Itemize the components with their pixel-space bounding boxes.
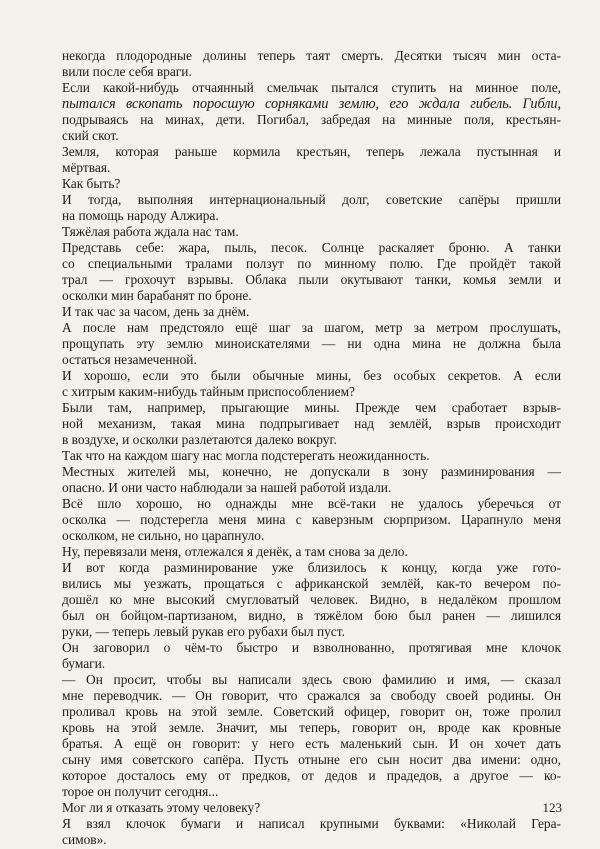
text-line: сыну имя советского сапёра. Пусть отныне его сын носит два имени: одно,	[62, 752, 561, 767]
text-line: вились мы уезжать, прощаться с африканской землёй, как-то вечером по-	[62, 576, 561, 591]
text-line: Если какой-нибудь отчаянный смельчак пытался ступить на минное поле,	[62, 80, 561, 95]
text-line: Земля, которая раньше кормила крестьян, теперь лежала пустынная и	[62, 144, 561, 159]
text-line: Тяжёлая работа ждала нас там.	[62, 224, 239, 239]
text-line: подрываясь на минах, дети. Погибал, забредая на минные поля, крестьян-	[62, 112, 561, 127]
text-line: остаться незамеченной.	[62, 352, 197, 367]
page-text	[62, 48, 561, 848]
text-line: пытался вскопать поросшую сорняками землю, его ждала гибель. Гибли,	[62, 96, 561, 112]
text-line: И так час за часом, день за днём.	[62, 304, 250, 319]
text-line: трал — грохочут взрывы. Облака пыли окутывают танки, комья земли и	[62, 272, 561, 287]
text-line: ной механизм, такая мина подпрыгивает над землёй, взрыв происходит	[62, 416, 561, 431]
text-line: вили после себя враги.	[62, 64, 192, 79]
text-line: торое он получит сегодня...	[62, 784, 219, 799]
text-line: дошёл ко мне высокий смугловатый человек. Видно, в недалёком прошлом	[62, 592, 561, 607]
text-line: кровь на этой земле. Значит, мы теперь, говорит он, вроде как кровные	[62, 720, 561, 735]
text-line: прощупать эту землю миноискателями — ни одна мина не должна была	[62, 336, 561, 351]
text-line: был он бойцом-партизаном, видно, в тяжёлом бою был ранен — лишился	[62, 608, 561, 623]
text-line: Так что на каждом шагу нас могла подстерегать неожиданность.	[62, 448, 430, 463]
text-line: Ну, перевязали меня, отлежался я денёк, а там снова за дело.	[62, 544, 408, 559]
text-line: Всё шло хорошо, но однажды мне всё-таки не удалось уберечься от	[62, 496, 561, 511]
text-line: симов».	[62, 832, 107, 847]
text-line: опасно. И они часто наблюдали за нашей работой издали.	[62, 480, 392, 495]
text-line: некогда плодородные долины теперь таят смерть. Десятки тысяч мин оста-	[62, 48, 561, 63]
text-line: Я взял клочок бумаги и написал крупными буквами: «Николай Гера-	[62, 816, 561, 831]
page-number: 123	[542, 800, 562, 815]
text-line: мёртвая.	[62, 160, 111, 175]
text-line: Были там, например, прыгающие мины. Прежде чем сработает взрыв-	[62, 400, 561, 415]
text-line: проливал кровь на этой земле. Советский офицер, говорит он, тоже пролил	[62, 704, 561, 719]
text-line: бумаги.	[62, 656, 106, 671]
text-line: братья. А ещё он говорит: у него есть маленький сын. И он хочет дать	[62, 736, 561, 751]
text-line: осколка — подстерегла меня мина с каверзным сюрпризом. Царапнуло меня	[62, 512, 561, 527]
text-line: Мог ли я отказать этому человеку?	[62, 800, 261, 815]
text-line: Местных жителей мы, конечно, не допускали в зону разминирования —	[62, 464, 561, 479]
text-line: мне переводчик. — Он говорит, что сражался за свободу своей родины. Он	[62, 688, 561, 703]
text-line: осколком, не сильно, но царапнуло.	[62, 528, 265, 543]
text-line: Как быть?	[62, 176, 121, 191]
text-line: с хитрым каким-нибудь тайным приспособлением?	[62, 384, 355, 399]
text-line: — Он просит, чтобы вы написали здесь свою фамилию и имя, — сказал	[62, 672, 561, 687]
text-line: со специальными тралами ползут по минному полю. Где пройдёт такой	[62, 256, 561, 271]
text-line: ский скот.	[62, 128, 119, 143]
text-line: на помощь народу Алжира.	[62, 208, 219, 223]
text-line: Он заговорил о чём-то быстро и взволнованно, протягивая мне клочок	[62, 640, 561, 655]
text-line: Представь себе: жара, пыль, песок. Солнце раскаляет броню. А танки	[62, 240, 561, 255]
text-line: в воздухе, и осколки разлетаются далеко вокруг.	[62, 432, 337, 447]
text-line: И вот когда разминирование уже близилось к концу, когда уже гото-	[62, 560, 561, 575]
text-line: И хорошо, если это были обычные мины, без особых секретов. А если	[62, 368, 561, 383]
text-line: осколки мин барабанят по броне.	[62, 288, 252, 303]
text-line: И тогда, выполняя интернациональный долг, советские сапёры пришли	[62, 192, 561, 207]
text-line: А после нам предстояло ещё шаг за шагом, метр за метром прослушать,	[62, 320, 561, 335]
text-line: руки, — теперь левый рукав его рубахи был пуст.	[62, 624, 345, 639]
text-line: которое досталось ему от предков, от дедов и прадедов, а другое — ко-	[62, 768, 561, 783]
